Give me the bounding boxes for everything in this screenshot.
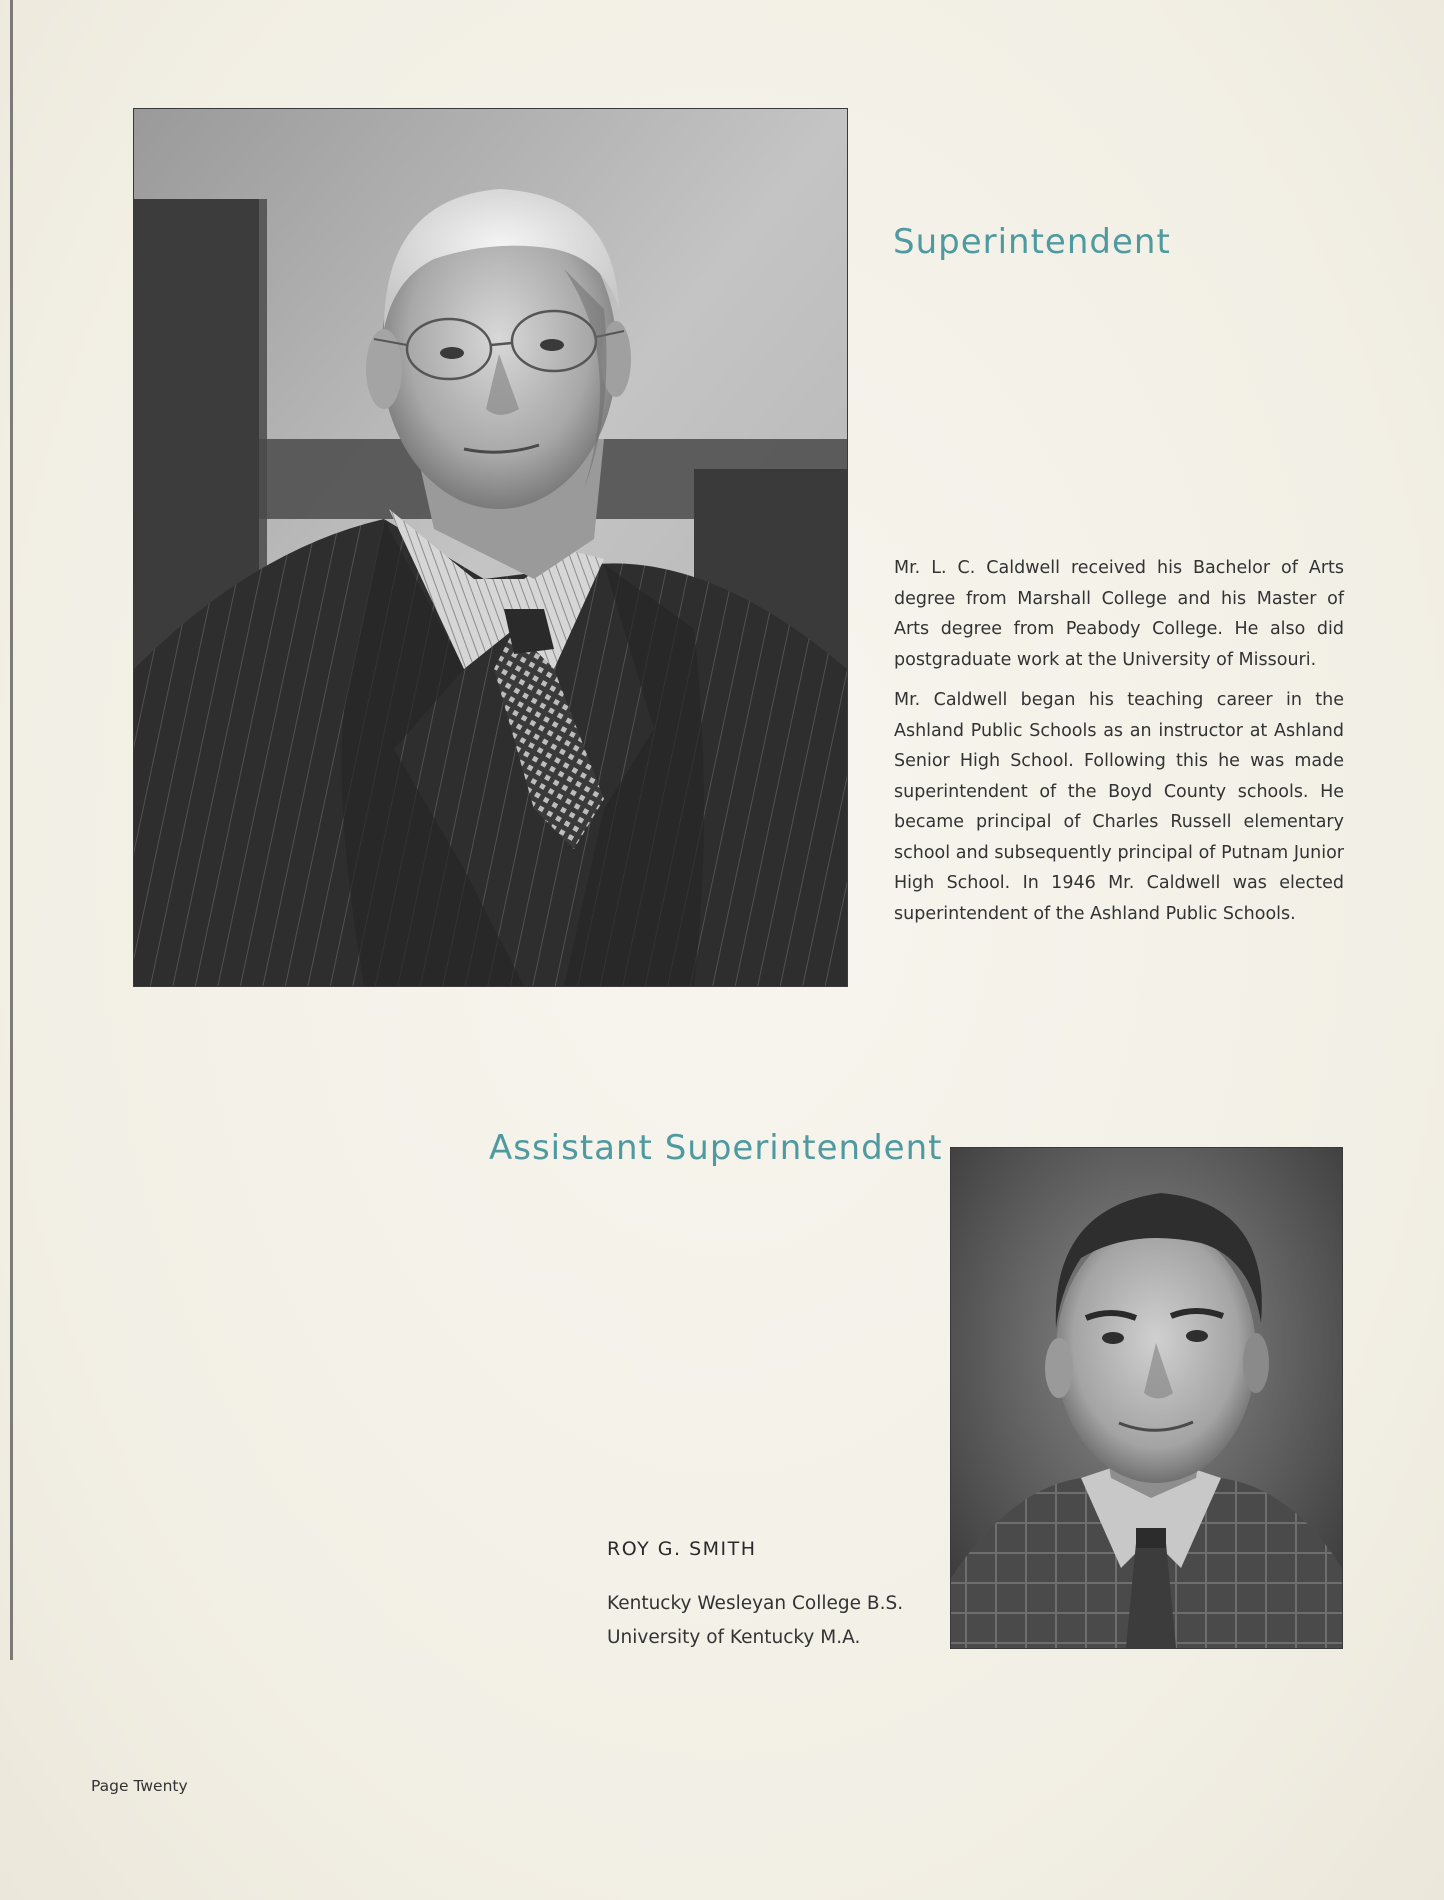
assistant-superintendent-heading: Assistant Superintendent	[489, 1128, 943, 1168]
assistant-name: ROY G. SMITH	[607, 1538, 757, 1560]
assistant-superintendent-portrait	[950, 1147, 1343, 1649]
bio-paragraph: Mr. Caldwell began his teaching career in the Ashland Public Schools as an instructor at Ashland Senior High School. Following this he was made superintendent of the Boyd County schools. He became principal of Charles Russell elementary school and subsequently principal of Putnam Junior High School. In 1946 Mr. Caldwell was elected superintendent of the Ashland Public Schools.	[894, 690, 1344, 924]
page-binding-edge	[10, 0, 13, 1660]
degree-line: University of Kentucky M.A.	[607, 1627, 861, 1648]
assistant-portrait-image	[951, 1148, 1342, 1648]
superintendent-heading: Superintendent	[893, 222, 1171, 262]
superintendent-bio	[894, 553, 1344, 939]
bio-paragraph: Mr. L. C. Caldwell received his Bachelor of Arts degree from Marshall College and his Master of Arts degree from Peabody College. He also did postgraduate work at the University of Missouri.	[894, 558, 1344, 670]
superintendent-portrait	[133, 108, 848, 987]
degree-line: Kentucky Wesleyan College B.S.	[607, 1593, 904, 1614]
assistant-degrees	[607, 1587, 903, 1655]
page-number: Page Twenty	[91, 1777, 188, 1795]
superintendent-portrait-image	[134, 109, 847, 986]
